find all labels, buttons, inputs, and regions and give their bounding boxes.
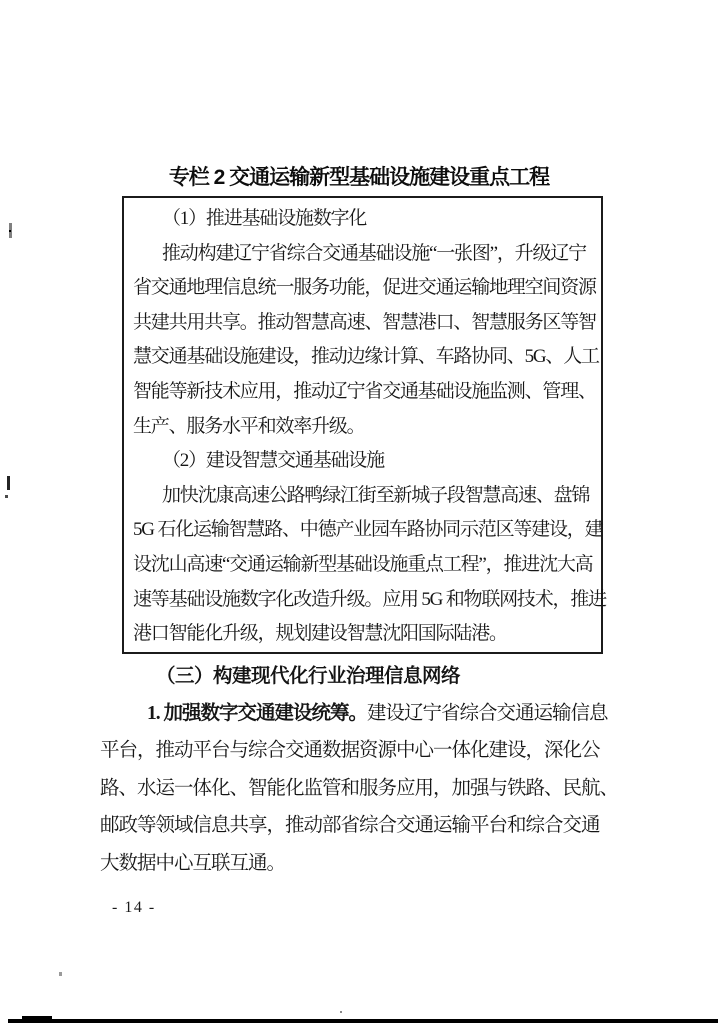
margin-scan-artifact	[5, 495, 8, 498]
box-text-line: 省交通地理信息统一服务功能，促进交通运输地理空间资源	[133, 277, 596, 299]
paragraph-line: 平台，推动平台与综合交通数据资源中心一体化建设，深化公	[100, 740, 600, 762]
paragraph-line: 路、水运一体化、智能化监管和服务应用，加强与铁路、民航、	[100, 777, 619, 799]
paragraph-line: 邮政等领域信息共享，推动部省综合交通运输平台和综合交通	[100, 815, 600, 837]
paragraph-lead-bold: 1. 加强数字交通建设统筹。	[147, 703, 368, 724]
box-text-line: 智能等新技术应用，推动辽宁省交通基础设施监测、管理、	[133, 380, 596, 402]
margin-scan-artifact	[9, 223, 12, 238]
box-text-line: 设沈山高速“交通运输新型基础设施重点工程”，推进沈大高	[133, 553, 593, 575]
box-text-line: 生产、服务水平和效率升级。	[133, 415, 365, 437]
callout-box-column2	[122, 196, 606, 654]
box-text-line: 加快沈康高速公路鸭绿江街至新城子段智慧高速、盘锦	[162, 484, 590, 506]
box-text-line: 速等基础设施数字化改造升级。应用 5G 和物联网技术，推进	[133, 588, 606, 610]
box-text-line: 港口智能化升级，规划建设智慧沈阳国际陆港。	[133, 623, 507, 645]
margin-scan-artifact	[7, 476, 10, 490]
box-text-line: 共建共用共享。推动智慧高速、智慧港口、智慧服务区等智	[133, 311, 596, 333]
box-subheading-2: （2）建设智慧交通基础设施	[162, 450, 384, 472]
scan-speck	[340, 1011, 342, 1013]
scan-speck	[59, 972, 62, 976]
box-text-line: 5G 石化运输智慧路、中德产业园车路协同示范区等建设，建	[133, 519, 603, 541]
paragraph-line: 大数据中心互联互通。	[100, 852, 286, 874]
scan-edge-line	[8, 1019, 718, 1023]
page-number: - 14 -	[112, 899, 156, 916]
section-heading: （三）构建现代化行业治理信息网络	[156, 666, 461, 687]
paragraph-text: 建设辽宁省综合交通运输信息	[367, 703, 608, 724]
body-text-block	[100, 658, 625, 882]
page-title: 专栏 2 交通运输新型基础设施建设重点工程	[168, 166, 550, 189]
box-text-line: 推动构建辽宁省综合交通基础设施“一张图”，升级辽宁	[162, 242, 586, 264]
box-subheading-1: （1）推进基础设施数字化	[162, 208, 367, 229]
box-text-line: 慧交通基础设施建设，推动边缘计算、车路协同、5G、人工	[133, 346, 599, 368]
paragraph-line	[100, 695, 625, 732]
